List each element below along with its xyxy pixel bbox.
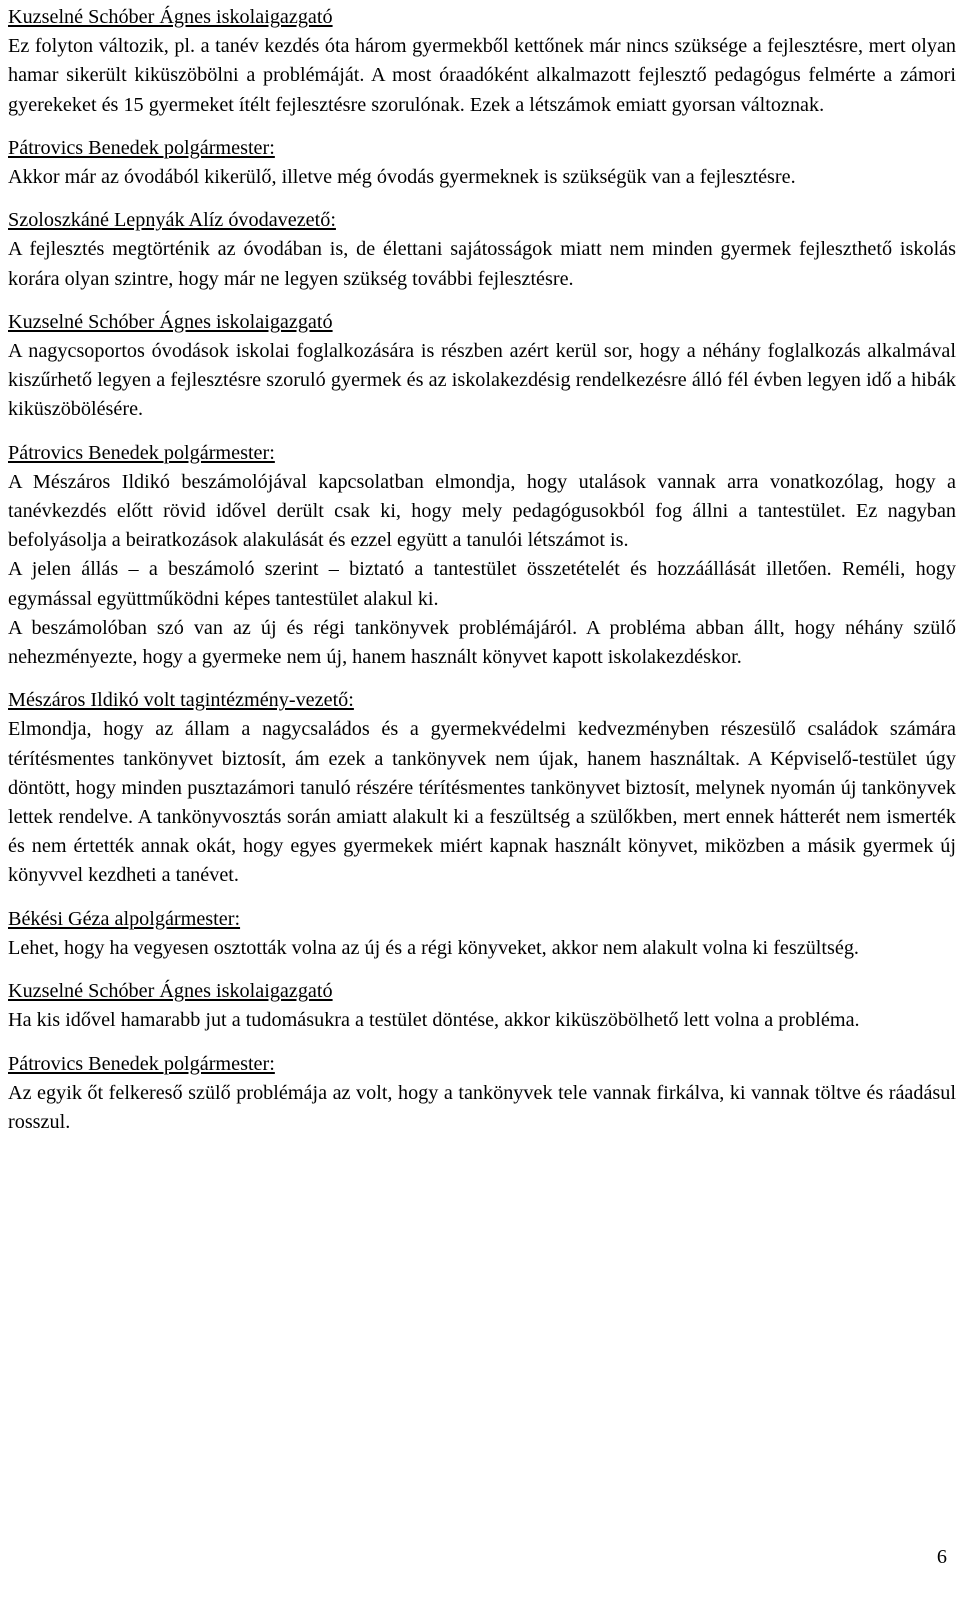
speech-paragraph: Ez folyton változik, pl. a tanév kezdés óta három gyermekből kettőnek már nincs szüksége a fejlesztésre, mert olyan hamar sikerült kiküszöbölni a problémáját. A most óraadóként alkalmazott fejlesztő pedagógus felmérte a zámori gyerekeket és 15 gyermeket ítélt fejlesztésre szorulónak. Ezek a létszámok emiatt gyorsan változnak.	[8, 35, 956, 116]
speaker-block	[8, 905, 956, 963]
speech-paragraph: Elmondja, hogy az állam a nagycsaládos és a gyermekvédelmi kedvezményben részesülő családok számára térítésmentes tankönyvet biztosít, ám ezek a tankönyvek nem újak, hanem használtak. A Képviselő-testület úgy döntött, hogy minden pusztazámori tanuló részére térítésmentes tankönyvet biztosít, melynek nyomán új tankönyvek lettek rendelve. A tankönyvosztás során amiatt alakult ki a feszültség a szülőkben, mert ennek hátterét nem ismerték és nem értették annak okát, hogy egyes gyermekek miért kapnak használt könyvet, miközben a másik gyermek új könyvvel kezdheti a tanévet.	[8, 718, 956, 887]
speaker-name: Kuzselné Schóber Ágnes iskolaigazgató	[8, 310, 333, 333]
speaker-name: Békési Géza alpolgármester:	[8, 907, 241, 930]
speaker-block	[8, 206, 956, 294]
speaker-name: Pátrovics Benedek polgármester:	[8, 441, 275, 464]
speaker-block	[8, 439, 956, 673]
speaker-block	[8, 977, 956, 1035]
speaker-block	[8, 686, 956, 890]
speech-paragraph: A jelen állás – a beszámoló szerint – biztató a tantestület összetételét és hozzáállását illetően. Reméli, hogy egymással együttműködni képes tantestület alakul ki.	[8, 558, 956, 610]
speaker-name: Szoloszkáné Lepnyák Alíz óvodavezető:	[8, 209, 336, 232]
speaker-name: Mészáros Ildikó volt tagintézmény-vezető:	[8, 689, 354, 712]
speech-paragraph: A Mészáros Ildikó beszámolójával kapcsolatban elmondja, hogy utalások vannak arra vonatkozólag, hogy a tanévkezdés előtt rövid idővel derült csak ki, hogy mely pedagógusokból fog állni a tantestület. Ez nagyban befolyásolja a beiratkozások alakulását és ezzel együtt a tanulói létszámot is.	[8, 470, 956, 552]
speech-paragraph: Lehet, hogy ha vegyesen osztották volna az új és a régi könyveket, akkor nem alakult volna ki feszültség.	[8, 936, 859, 959]
speaker-block	[8, 3, 956, 120]
speaker-block	[8, 1050, 956, 1138]
speaker-block	[8, 134, 956, 192]
speech-paragraph: A beszámolóban szó van az új és régi tankönyvek problémájáról. A probléma abban állt, hogy néhány szülő nehezményezte, hogy a gyermeke nem új, hanem használt könyvet kapott iskolakezdéskor.	[8, 616, 956, 669]
speaker-block	[8, 308, 956, 425]
speech-paragraph: Ha kis idővel hamarabb jut a tudomásukra a testület döntése, akkor kiküszöbölhető lett volna a probléma.	[8, 1009, 860, 1032]
speaker-name: Kuzselné Schóber Ágnes iskolaigazgató	[8, 980, 333, 1003]
minutes-body	[8, 3, 956, 1151]
speech-paragraph: Akkor már az óvodából kikerülő, illetve még óvodás gyermeknek is szükségük van a fejlesztésre.	[8, 166, 796, 189]
speaker-name: Kuzselné Schóber Ágnes iskolaigazgató	[8, 6, 333, 28]
speech-paragraph: Az egyik őt felkereső szülő problémája az volt, hogy a tankönyvek tele vannak firkálva, ki vannak töltve és ráadásul rosszul.	[8, 1081, 956, 1133]
page-number: 6	[936, 1546, 947, 1568]
speech-paragraph: A nagycsoportos óvodások iskolai foglalkozására is részben azért kerül sor, hogy a néhány foglalkozás alkalmával kiszűrhető legyen a fejlesztésre szoruló gyermek és az iskolakezdésig rendelkezésre álló fél évben legyen idő a hibák kiküszöbölésére.	[8, 340, 956, 421]
speaker-name: Pátrovics Benedek polgármester:	[8, 136, 275, 159]
speech-paragraph: A fejlesztés megtörténik az óvodában is, de élettani sajátosságok miatt nem minden gyermek fejleszthető iskolás korára olyan szintre, hogy már ne legyen szükség további fejlesztésre.	[8, 238, 956, 290]
speaker-name: Pátrovics Benedek polgármester:	[8, 1052, 275, 1075]
